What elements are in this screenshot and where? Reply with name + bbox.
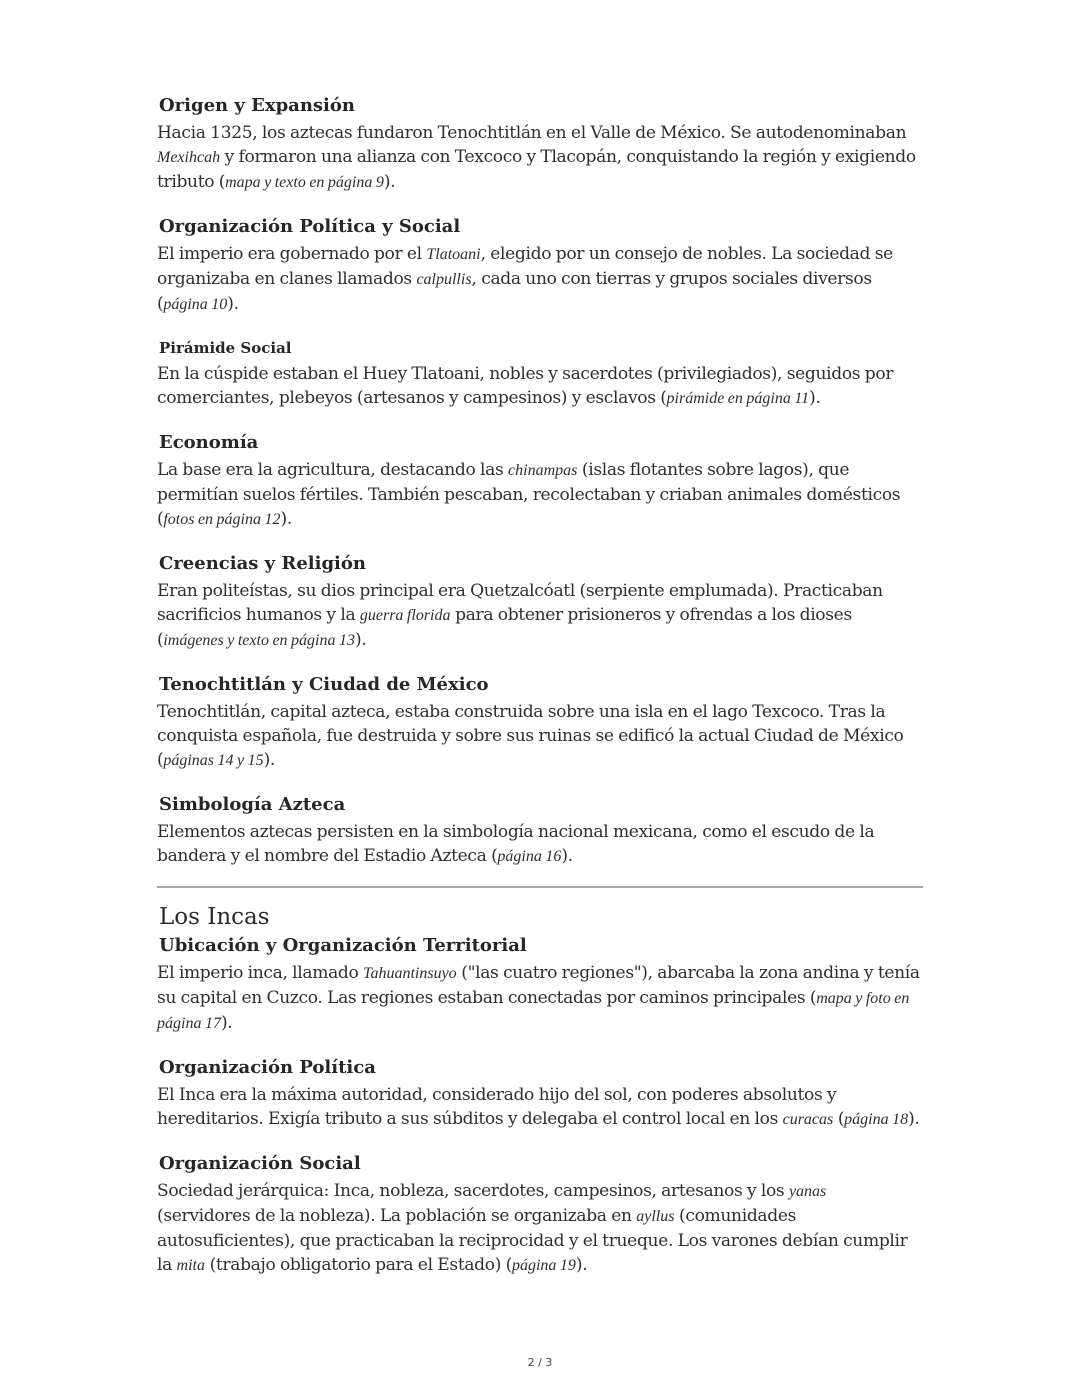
italic-term: ayllus (636, 1208, 675, 1225)
text-run: En la cúspide estaban el Huey Tlatoani, nobles y sacerdotes (privilegiados), seguidos por comerciantes, plebeyos (artesanos y campesinos) y esclavos ( (157, 364, 894, 408)
document-page (157, 94, 923, 1298)
section-paragraph (157, 700, 923, 773)
section-organizacion-politica (157, 1056, 923, 1132)
section-paragraph (157, 961, 923, 1036)
page-reference: página 10 (163, 296, 228, 313)
italic-term: calpullis (416, 271, 472, 288)
text-run: , elegido por un consejo de nobles. La sociedad se organizaba en clanes llamados (157, 244, 893, 289)
section-title: Organización Política (159, 1057, 376, 1078)
section-simbologia-azteca (157, 793, 923, 869)
text-run: ). (220, 1013, 233, 1033)
text-run: ). (383, 172, 396, 192)
italic-term: Mexihcah (157, 149, 221, 166)
italic-term: yanas (788, 1183, 827, 1200)
text-run: ). (561, 846, 573, 866)
section-organizacion-politica-social (157, 215, 923, 317)
section-title: Origen y Expansión (159, 95, 355, 116)
text-run: El imperio era gobernado por el (157, 244, 427, 264)
section-divider (157, 886, 923, 888)
section-paragraph (157, 1179, 923, 1278)
page-reference: mapa y foto en página 17 (157, 990, 910, 1032)
text-run: ("las cuatro regiones"), abarcaba la zona andina y tenía su capital en Cuzco. Las regiones estaban conectadas por caminos principales ( (157, 963, 920, 1008)
text-run: (trabajo obligatorio para el Estado) ( (205, 1255, 512, 1275)
text-run: para obtener prisioneros y ofrendas a los dioses ( (157, 605, 852, 650)
page-reference: pirámide en página 11 (666, 390, 810, 407)
text-run: ). (280, 509, 292, 529)
section-paragraph (157, 579, 923, 653)
italic-term: mita (176, 1257, 205, 1274)
text-run: Sociedad jerárquica: Inca, nobleza, sacerdotes, campesinos, artesanos y los (157, 1181, 789, 1201)
text-run: ). (575, 1255, 588, 1275)
text-run: Tenochtitlán, capital azteca, estaba construida sobre una isla en el lago Texcoco. Tras la conquista española, fue destruida y sobre sus ruinas se edificó la actual Ciudad de México ( (157, 702, 904, 770)
section-ubicacion-territorial (157, 934, 923, 1036)
page-reference: página 18 (844, 1111, 909, 1128)
chapter-heading-incas: Los Incas (159, 904, 270, 930)
text-run: El imperio inca, llamado (157, 963, 364, 983)
text-run: Elementos aztecas persisten en la simbología nacional mexicana, como el escudo de la bandera y el nombre del Estadio Azteca ( (157, 822, 875, 866)
section-title: Creencias y Religión (159, 553, 366, 574)
section-title: Economía (159, 432, 259, 453)
italic-term: guerra florida (359, 607, 451, 624)
page-reference: página 16 (497, 848, 562, 865)
section-title: Tenochtitlán y Ciudad de México (159, 674, 489, 695)
section-organizacion-social (157, 1152, 923, 1278)
text-run: Hacia 1325, los aztecas fundaron Tenochtitlán en el Valle de México. Se autodenominaban (157, 123, 907, 143)
text-run: (islas flotantes sobre lagos), que permitían suelos fértiles. También pescaban, recolectaban y criaban animales domésticos ( (157, 460, 901, 529)
italic-term: curacas (782, 1111, 834, 1128)
section-title: Simbología Azteca (159, 794, 346, 815)
subsection-title: Pirámide Social (159, 339, 292, 357)
section-paragraph (157, 458, 923, 532)
section-economia (157, 431, 923, 532)
page-reference: fotos en página 12 (163, 511, 281, 528)
text-run: ). (809, 388, 821, 408)
italic-term: chinampas (508, 462, 578, 479)
text-run: ). (908, 1109, 920, 1129)
text-run: ). (227, 294, 239, 314)
section-creencias-religion (157, 552, 923, 653)
text-run: ( (833, 1109, 845, 1129)
section-paragraph (157, 820, 923, 869)
text-run: , cada uno con tierras y grupos sociales diversos ( (157, 269, 872, 314)
page-indicator: 2 / 3 (527, 1356, 553, 1369)
page-reference: páginas 14 y 15 (163, 752, 264, 769)
italic-term: Tahuantinsuyo (363, 965, 457, 982)
section-paragraph (157, 242, 923, 317)
page-reference: página 19 (511, 1257, 576, 1274)
section-title: Organización Social (159, 1153, 361, 1174)
section-title: Ubicación y Organización Territorial (159, 935, 527, 956)
text-run: ). (355, 630, 367, 650)
section-tenochtitlan-cdmx (157, 673, 923, 773)
italic-term: Tlatoani (426, 246, 481, 263)
section-origen-expansion (157, 94, 923, 195)
text-run: La base era la agricultura, destacando las (157, 460, 509, 480)
text-run: y formaron una alianza con Texcoco y Tlacopán, conquistando la región y exigiendo tributo ( (157, 147, 916, 192)
text-run: (comunidades autosuficientes), que practicaban la reciprocidad y el trueque. Los varones debían cumplir la (157, 1206, 908, 1275)
section-piramide-social (157, 337, 923, 411)
section-paragraph (157, 362, 923, 411)
text-run: Eran politeístas, su dios principal era Quetzalcóatl (serpiente emplumada). Practicaban sacrificios humanos y la (157, 581, 883, 625)
section-paragraph (157, 121, 923, 195)
section-title: Organización Política y Social (159, 216, 461, 237)
text-run: ). (263, 750, 276, 770)
text-run: El Inca era la máxima autoridad, considerado hijo del sol, con poderes absolutos y hereditarios. Exigía tributo a sus súbditos y delegaba el control local en los (157, 1085, 837, 1129)
page-reference: mapa y texto en página 9 (225, 174, 384, 191)
text-run: (servidores de la nobleza). La población se organizaba en (157, 1206, 637, 1226)
page-reference: imágenes y texto en página 13 (163, 632, 355, 649)
section-paragraph (157, 1083, 923, 1132)
